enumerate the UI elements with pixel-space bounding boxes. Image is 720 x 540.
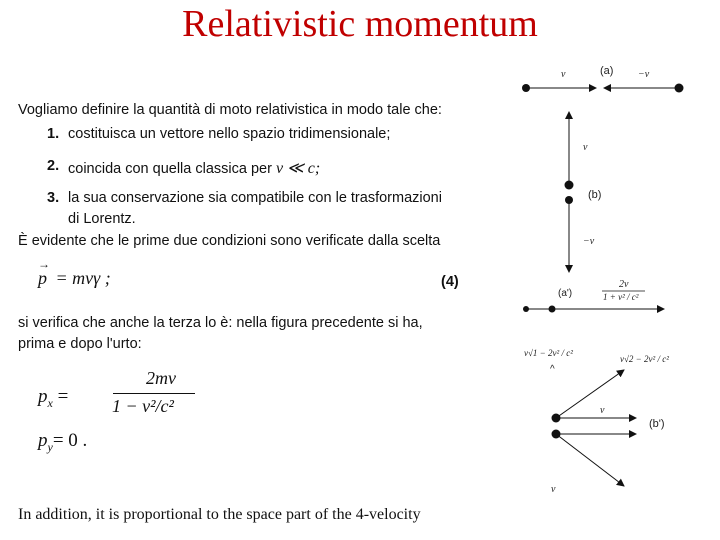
label-v-a: v: [561, 69, 566, 80]
item-1-text: costituisca un vettore nello spazio tridimensionale;: [68, 126, 391, 142]
item-2-text-main: coincida con quella classica per: [68, 161, 276, 177]
px-symbol: p: [38, 386, 48, 407]
particle-dot: [675, 84, 684, 93]
arrow-down-right: [556, 434, 624, 486]
label-b: (b): [588, 189, 602, 201]
particle-dot: [522, 84, 530, 92]
particle-dot: [549, 306, 556, 313]
label-v-b: v: [583, 142, 588, 153]
label-b-prime: (b'): [649, 418, 665, 430]
item-3-text-line2: di Lorentz.: [68, 211, 136, 227]
particle-dot: [565, 196, 573, 204]
particle-dot: [552, 430, 561, 439]
px-numerator: 2mv: [146, 368, 176, 388]
label-minus-v-a: −v: [638, 69, 650, 80]
label-caret: ^: [550, 364, 555, 375]
px-subscript: x: [47, 395, 53, 410]
label-v-b-prime: v: [600, 405, 605, 416]
particle-dot: [552, 414, 561, 423]
label-sqrt-right: v√2 − 2v² / c²: [620, 354, 669, 364]
particle-dot: [523, 306, 529, 312]
fraction-denominator: 1 + v² / c²: [603, 292, 639, 302]
item-2-math: v ≪ c;: [275, 160, 321, 177]
py-symbol: p: [38, 430, 48, 451]
p-symbol: p: [38, 268, 47, 288]
py-rhs: = 0 .: [52, 430, 88, 451]
figure-b: [565, 112, 602, 272]
formula-rhs: = mvγ ;: [55, 268, 111, 288]
label-v-low: v: [551, 484, 556, 495]
page-title: Relativistic momentum: [182, 3, 538, 45]
px-equals: =: [52, 386, 69, 407]
py-subscript: y: [47, 439, 53, 454]
label-a: (a): [600, 65, 614, 77]
item-3-text: la sua conservazione sia compatibile con le trasformazioni: [68, 190, 442, 206]
equation-number: (4): [441, 274, 459, 290]
footer-text: In addition, it is proportional to the space part of the 4-velocity: [18, 506, 421, 523]
item-2-number: 2.: [47, 158, 60, 174]
item-1-number: 1.: [47, 126, 60, 142]
particle-dot: [565, 181, 574, 190]
label-sqrt-left: v√1 − 2v² / c²: [524, 348, 573, 358]
item-3-number: 3.: [47, 190, 60, 206]
figure-b-prime: [524, 348, 669, 495]
evident-text: È evidente che le prime due condizioni sono verificate dalla scelta: [18, 233, 441, 249]
verify-text-line1: si verifica che anche la terza lo è: nella figura precedente si ha,: [18, 315, 423, 331]
arrow-up-right: [556, 370, 624, 418]
fraction-numerator: 2v: [619, 279, 629, 290]
figure-a-prime: [523, 279, 664, 313]
label-minus-v-b: −v: [583, 236, 595, 247]
vector-arrow-icon: →: [38, 257, 50, 271]
intro-text: Vogliamo definire la quantità di moto relativistica in modo tale che:: [18, 102, 442, 118]
label-a-prime: (a'): [558, 288, 573, 299]
figure-a: [522, 65, 684, 93]
verify-text-line2: prima e dopo l'urto:: [18, 336, 142, 352]
px-denominator: 1 − v²/c²: [112, 396, 174, 416]
